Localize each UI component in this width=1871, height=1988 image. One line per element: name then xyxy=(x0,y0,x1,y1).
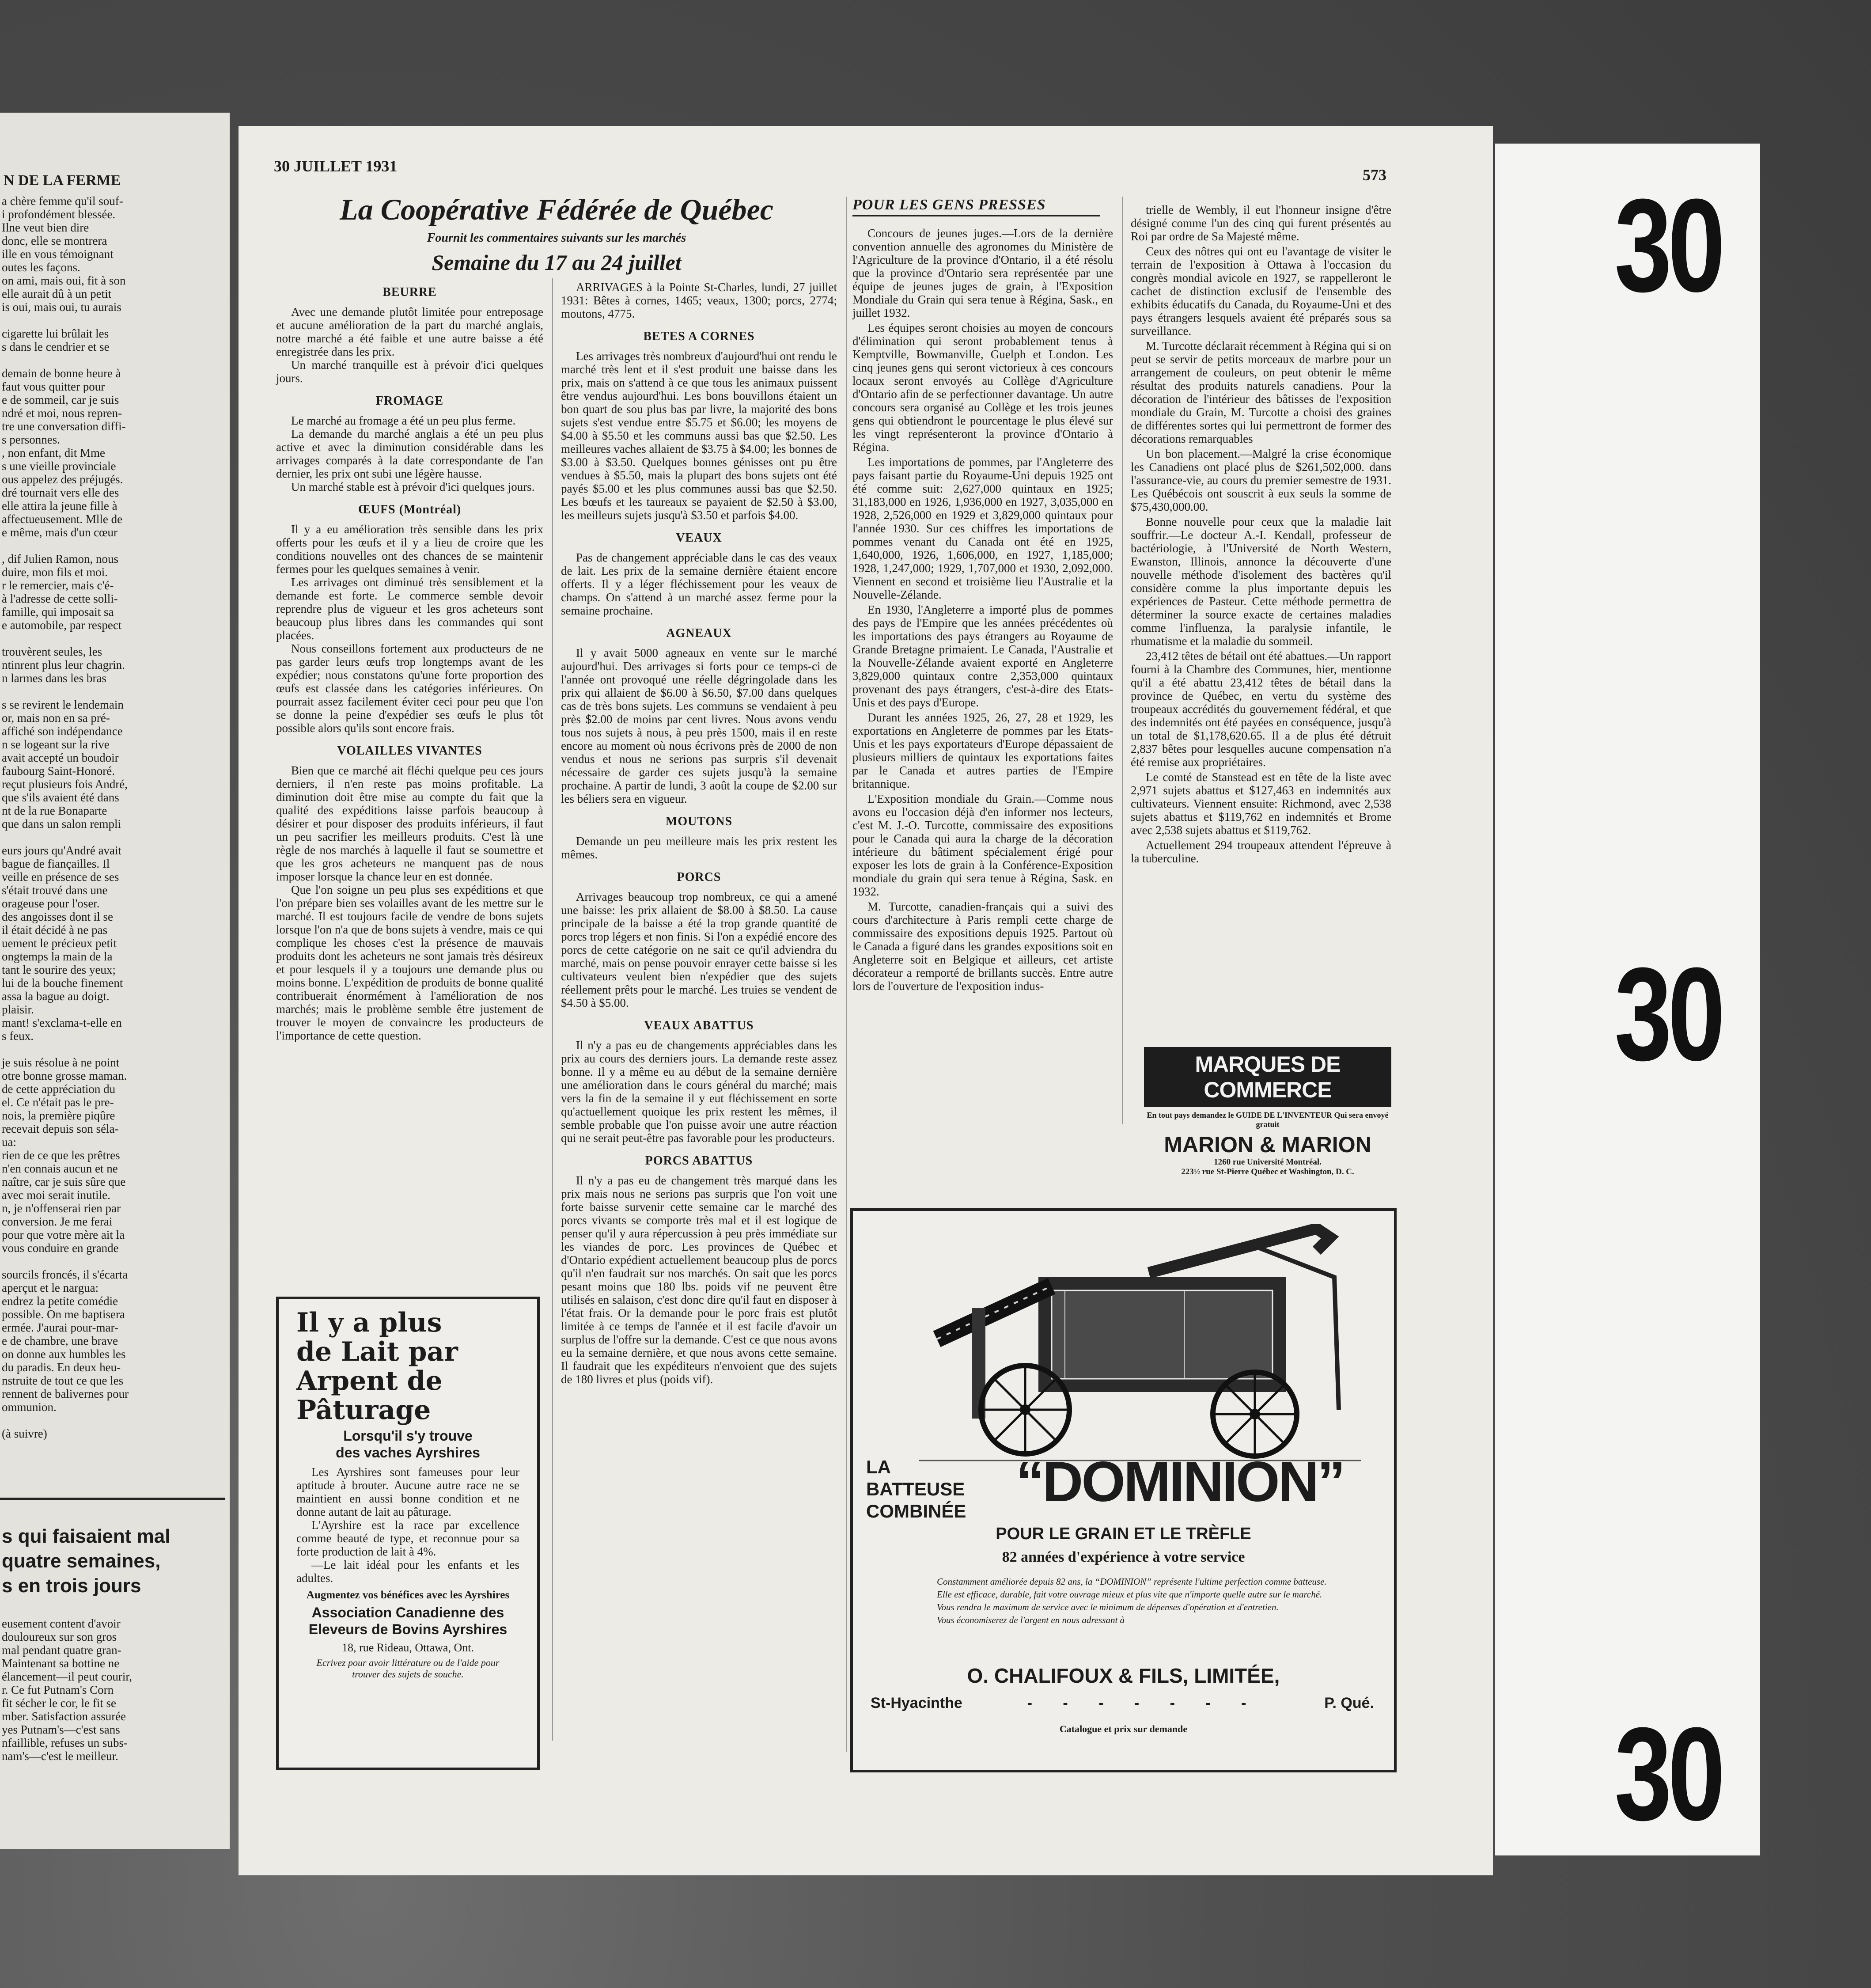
left-page-line: bague de fiançailles. Il xyxy=(2,857,110,870)
left-page-line: vous conduire en grande xyxy=(2,1241,119,1255)
marques-ad-title: MARQUES DE COMMERCE xyxy=(1144,1047,1391,1107)
ayrshire-body-line: Les Ayrshires sont fameuses pour leur aptitude à brouter. Aucune autre race ne se maintient en aussi bonne condition et ne donne autant de lait au pâturage. xyxy=(296,1465,519,1518)
dominion-ad-dashes: - - - - - - - xyxy=(1027,1695,1260,1711)
left-page-line xyxy=(2,1043,227,1056)
ayrshire-ad-cta: Augmentez vos bénéfices avec les Ayrshires xyxy=(306,1589,510,1601)
left-page-line: outes les façons. xyxy=(2,261,80,274)
ayrshire-body-line: L'Ayrshire est la race par excellence comme beauté de type, et reconnue pour sa forte production de lait à 4%. xyxy=(296,1518,519,1558)
news-column-title: POUR LES GENS PRESSES xyxy=(852,197,1100,216)
section-paragraph: Le marché au fromage a été un peu plus ferme. xyxy=(291,414,516,427)
left-page-text xyxy=(2,194,227,1440)
left-partial-page xyxy=(0,113,230,1849)
left-page-line: cigarette lui brûlait les xyxy=(2,327,109,340)
dominion-label-line: COMBINÉE xyxy=(866,1501,966,1521)
left-page-line: je suis résolue à ne point xyxy=(2,1056,120,1069)
left-page-line: s'était trouvé dans une xyxy=(2,884,108,897)
dominion-ad-city-line xyxy=(871,1695,1374,1712)
left-page-line: is oui, mais oui, tu aurais xyxy=(2,300,121,314)
news-column-2 xyxy=(1131,203,1391,867)
page-marker-middle: 30 xyxy=(1614,940,1721,1088)
section-paragraph: Un marché stable est à prévoir d'ici quelques jours. xyxy=(291,480,535,493)
left-page-line: lui de la bouche finement xyxy=(2,976,123,990)
dominion-label-line: BATTEUSE xyxy=(866,1479,965,1499)
left-page-ad-line: nam's—c'est le meilleur. xyxy=(2,1749,118,1763)
dominion-thresher-ad xyxy=(850,1208,1397,1772)
news-paragraph: M. Turcotte, canadien-français qui a suivi des cours d'architecture à Paris rempli cette charge de commissaire des expositions depuis 1925. Partout où le Canada a figuré dans les grandes expositions soit en Angleterre soit en Belgique et ailleurs, cet artiste décorateur a remporté de brillants succès. Entre autre lors de l'ouverture de l'exposition indus- xyxy=(852,900,1113,993)
left-page-line: otre bonne grosse maman. xyxy=(2,1069,127,1082)
left-page-line: s feux. xyxy=(2,1029,34,1043)
left-page-line xyxy=(2,1255,227,1268)
dominion-text-line: Constamment améliorée depuis 82 ans, la “DOMINION” représente l'ultime perfection comme batteuse. xyxy=(937,1576,1327,1587)
news-paragraph: En 1930, l'Angleterre a importé plus de pommes des pays de l'Empire que les années précédentes où les importations des pays étrangers au Royaume de Grande Bretagne primaient. Le Canada, l'Australie et la Nouvelle-Zélande avaient exporté en Angleterre 3,829,000 quintaux contre 2,353,000 quintaux provenant des pays étrangers, c'est-à-dire des Etats-Unis et des pays d'Europe. xyxy=(852,603,1113,709)
left-page-line: rien de ce que les prêtres xyxy=(2,1149,120,1162)
left-page-line xyxy=(2,539,227,552)
ayrshire-body-line: —Le lait idéal pour les enfants et les adultes. xyxy=(296,1558,519,1585)
left-page-line: faubourg Saint-Honoré. xyxy=(2,764,115,778)
section-paragraph: Il n'y a pas eu de changements appréciables dans les prix au cours des derniers jours. La demande reste assez bonne. Il y a même eu au début de la semaine dernière une amélioration dans le cours général du marché; mais vers la fin de la semaine il y eut fléchissement en sorte qu'actuellement quoique les prix restent les mêmes, il semble probable que l'on puisse avoir une autre réaction qui ne serait peut-être pas favorable pour les producteurs. xyxy=(561,1039,837,1145)
left-page-line: trouvèrent seules, les xyxy=(2,645,102,658)
left-page-ad-line: mber. Satisfaction assurée xyxy=(2,1710,126,1723)
left-page-ad-line: élancement—il peut courir, xyxy=(2,1670,133,1683)
news-paragraph: Les importations de pommes, par l'Angleterre des pays faisant partie du Royaume-Uni depuis 1925 ont été comme suit: 2,627,000 quintaux en 1925; 31,183,000 en 1926, 1,936,000 en 1927, 3,035,000 en 1928, 2,526,000 en 1929 et 3,829,000 quintaux pour l'année 1930. Sur ces chiffres les importations de pommes venant du Canada ont été en 1925, 1,640,000, 1926, 1,606,000, en 1927, 1,185,000; 1928, 1,247,000; 1929, 1,707,000 et 1930, 2,092,000. Viennent en second et troisième lieu l'Australie et la Nouvelle-Zélande. xyxy=(852,455,1113,601)
left-page-line: plaisir. xyxy=(2,1003,34,1016)
left-page-line: ermée. J'aurai pour-mar- xyxy=(2,1321,118,1334)
ayrshire-headline-line: Pâturage xyxy=(296,1395,431,1426)
left-page-line: uement le précieux petit xyxy=(2,937,117,950)
left-page-line: dré tournait vers elle des xyxy=(2,486,119,499)
left-page-line: n, je n'offenserai rien par xyxy=(2,1202,121,1215)
market-column-1 xyxy=(276,276,543,1042)
left-page-line: possible. On me baptisera xyxy=(2,1308,125,1321)
left-page-ad-title-line: s en trois jours xyxy=(2,1575,141,1597)
ayrshire-headline-line: Arpent de xyxy=(296,1366,443,1396)
dominion-text-line: Vous rendra le maximum de service avec le minimum de dépenses d'opération et d'entretien. xyxy=(937,1602,1279,1612)
section-heading: AGNEAUX xyxy=(666,626,732,640)
section-heading: BETES A CORNES xyxy=(643,330,755,343)
ayrshire-sub-line: des vaches Ayrshires xyxy=(336,1445,480,1461)
news-paragraph: Ceux des nôtres qui ont eu l'avantage de visiter le terrain de l'exposition à Ottawa à l'occasion du congrès mondial avicole en 1927, se rappelleront le cachet de distinction exclusif de l'ensemble des exhibits éducatifs du Canada, du Royaume-Uni et des pays étrangers lesquels avaient été préparés sous sa surveillance. xyxy=(1131,245,1391,338)
left-page-line: il était décidé à ne pas xyxy=(2,923,108,937)
left-page-line: e de chambre, une brave xyxy=(2,1334,118,1347)
dominion-text-line: Vous économiserez de l'argent en nous adressant à xyxy=(937,1615,1125,1625)
ayrshire-headline-line: Il y a plus xyxy=(296,1307,442,1338)
left-page-line: , dif Julien Ramon, nous xyxy=(2,552,118,565)
left-page-line: recevait depuis son séla- xyxy=(2,1122,119,1135)
ayrshire-ad-subheadline xyxy=(279,1427,537,1461)
page-marker-bottom: 30 xyxy=(1614,1700,1721,1848)
left-page-ad-line: eusement content d'avoir xyxy=(2,1617,121,1630)
ayrshire-ad-footer: Ecrivez pour avoir littérature ou de l'aide pour trouver des sujets de souche. xyxy=(316,1657,500,1680)
marques-ad-address-2: 223½ rue St-Pierre Québec et Washington, D. C. xyxy=(1181,1167,1354,1176)
dominion-ad-label xyxy=(866,1456,966,1522)
market-title: La Coopérative Fédérée de Québec xyxy=(340,193,773,226)
left-page-line: endrez la petite comédie xyxy=(2,1294,118,1308)
page-number: 573 xyxy=(1363,166,1386,184)
left-page-ad-title-line: s qui faisaient mal xyxy=(2,1525,170,1547)
left-page-line: Ilne veut bien dire xyxy=(2,221,89,234)
left-page-line: , non enfant, dit Mme xyxy=(2,446,105,459)
section-paragraph: La demande du marché anglais a été un peu plus active et avec la diminution considérable dans les arrivages comparés à la date correspondante de l'an dernier, les prix ont subi une légère hausse. xyxy=(276,427,543,480)
left-page-line: ua: xyxy=(2,1135,16,1149)
dominion-ad-company: O. CHALIFOUX & FILS, LIMITÉE, xyxy=(967,1664,1280,1687)
left-page-ad-line: yes Putnam's—c'est sans xyxy=(2,1723,120,1736)
left-page-line: tant le sourire des yeux; xyxy=(2,963,116,976)
left-page-line: que s'ils avaient été dans xyxy=(2,791,119,804)
dominion-ad-brand: “DOMINION” xyxy=(1015,1450,1344,1514)
news-paragraph: Un bon placement.—Malgré la crise économique les Canadiens ont placé plus de $261,502,000. dans l'assurance-vie, au cours du premier semestre de 1931. Les Québécois ont souscrit à eux seuls la somme de $75,430,000.00. xyxy=(1131,447,1391,513)
section-paragraph: Pas de changement appréciable dans le cas des veaux de lait. Les prix de la semaine dernière étaient encore offerts. Il y a léger fléchissement pour les veaux de champs. On s'attend à un marché assez ferme pour la semaine prochaine. xyxy=(561,551,837,617)
ayrshire-org-line: Eleveurs de Bovins Ayrshires xyxy=(308,1621,508,1637)
left-page-ad-text xyxy=(2,1617,227,1763)
left-page-line: e automobile, par respect xyxy=(2,618,122,632)
left-page-ad-line: mal pendant quatre gran- xyxy=(2,1643,121,1657)
market-column-2 xyxy=(561,281,837,1386)
news-paragraph: L'Exposition mondiale du Grain.—Comme nous avons eu l'occasion déjà d'en informer nos lecteurs, c'est M. J.-O. Turcotte, commissaire des expositions pour le Canada qui aura la charge de la décoration intérieure du bâtiment spécialement érigé pour exposer les lots de grain à la Conférence-Exposition mondiale du grain qui sera tenue à Régina, Sask. en 1932. xyxy=(852,792,1113,898)
left-page-ad-title xyxy=(2,1524,227,1598)
ayrshire-ad xyxy=(276,1297,540,1770)
section-paragraph: Un marché tranquille est à prévoir d'ici quelques jours. xyxy=(276,358,543,385)
left-page-line: on ami, mais oui, fit à son xyxy=(2,274,126,287)
left-page-line xyxy=(2,353,227,367)
section-paragraph: Il y a eu amélioration très sensible dans les prix offerts pour les œufs et il y a lieu de croire que les conditions nouvelles ont des chances de se maintenir fermes pour les quelques semaines à venir. xyxy=(276,523,543,576)
main-page xyxy=(239,126,1493,1875)
left-page-ad-title-line: quatre semaines, xyxy=(2,1550,161,1572)
news-column-1 xyxy=(852,227,1113,994)
left-page-line: conversion. Je me ferai xyxy=(2,1215,113,1228)
marques-ad-address-1: 1260 rue Université Montréal. xyxy=(1214,1157,1322,1167)
left-page-line: nstruite de tout ce que les xyxy=(2,1374,124,1387)
thresher-illustration xyxy=(919,1224,1361,1463)
left-page-line xyxy=(2,685,227,698)
news-paragraph: Les équipes seront choisies au moyen de concours d'élimination qui seront probablement tenus à Kemptville, Bowmanville, Guelph et London. Les cinq jeunes gens qui seront victorieux à ces concours locaux seront envoyés au Collège d'Agriculture d'Ontario afin de se perfectionner davantage. Un autre concours sera organisé au Collège et les trois jeunes gens qui obtiendront le pourcentage le plus élevé sur les vingt représenteront la province d'Ontario à Régina. xyxy=(852,321,1113,454)
left-page-line: orageuse pour l'oser. xyxy=(2,897,100,910)
marques-ad-firm: MARION & MARION xyxy=(1164,1132,1371,1157)
left-page-line xyxy=(2,1414,227,1427)
section-heading: VOLAILLES VIVANTES xyxy=(337,744,482,758)
ayrshire-sub-line: Lorsqu'il s'y trouve xyxy=(343,1428,473,1444)
section-heading: FROMAGE xyxy=(375,394,444,408)
left-page-line: ntinrent plus leur chagrin. xyxy=(2,658,125,672)
left-page-line xyxy=(2,632,227,645)
left-page-line: eurs jours qu'André avait xyxy=(2,844,122,857)
dominion-ad-city: St-Hyacinthe xyxy=(871,1695,962,1711)
left-page-line: veille en présence de ses xyxy=(2,870,119,884)
left-page-line: reçut plusieurs fois André, xyxy=(2,778,128,791)
ayrshire-ad-body xyxy=(296,1465,519,1585)
left-page-header: N DE LA FERME xyxy=(4,172,121,189)
left-page-line: e de sommeil, car je suis xyxy=(2,393,119,406)
left-page-line: a chère femme qu'il souf- xyxy=(2,194,123,208)
ayrshire-ad-headline xyxy=(296,1308,537,1425)
left-page-line: ille en vous témoignant xyxy=(2,247,114,261)
news-paragraph: 23,412 têtes de bétail ont été abattues.—Un rapport fourni à la Chambre des Communes, hier, mentionne qu'il a été abattu 23,412 têtes de bétail dans la province de Québec, en vertu du système des troupeaux accrédités du gouvernement fédéral, et que des indemnités ont été payées en conséquence, jusqu'à un total de $1,178,620.65. Il a de plus été détruit 2,837 bêtes pour lesquelles aucune compensation n'a été remise aux propriétaires. xyxy=(1131,649,1391,769)
left-page-line: elle attira la jeune fille à xyxy=(2,499,117,512)
section-heading: ŒUFS (Montréal) xyxy=(358,503,462,516)
news-paragraph: Concours de jeunes juges.—Lors de la dernière convention annuelle des agronomes du Ministère de l'Agriculture de la province d'Ontario, il a été résolu que la province d'Ontario sera représentée par une équipe de jeunes juges de grain, à l'Exposition Mondiale du Grain qui sera tenue à Régina, Sask., en juillet 1932. xyxy=(852,227,1113,319)
column-divider-1 xyxy=(552,278,553,1741)
section-heading: PORCS ABATTUS xyxy=(645,1154,753,1168)
left-page-ad-line: r. Ce fut Putnam's Corn xyxy=(2,1683,114,1696)
marques-commerce-ad xyxy=(1144,1047,1391,1177)
left-page-line: sourcils froncés, il s'écarta xyxy=(2,1268,128,1281)
left-page-ad-line: fit sécher le cor, le fit se xyxy=(2,1696,117,1710)
left-page-line: ommunion. xyxy=(2,1400,57,1414)
left-page-line xyxy=(2,831,227,844)
section-paragraph: Les arrivages très nombreux d'aujourd'hui ont rendu le marché très lent et il s'est produit une baisse dans les prix, mais on s'attend à ce que tous les animaux puissent être vendus aujourd'hui. Les bons bouvillons étaient un bon quart de sou plus bas par livre, la majorité des bons sujets s'est vendue entre $5.75 et $6.00; les moyens de $4.00 à $5.50 et les communs aussi bas que $2.50. Les meilleures vaches allaient de $3.75 à $4.00; les bonnes de $3.00 à $3.50. Quelques bonnes génisses ont pu être vendues à $5.50, mais la plupart des bons sujets ont été payés $5.00 et les plus communes aussi bas que $2.50. Les bœufs et les taureaux se payaient de $2.50 à $3.00, les meilleurs sujets jusqu'à $3.50 et parfois $4.00. xyxy=(561,349,837,522)
left-page-line: s se revirent le lendemain xyxy=(2,698,124,711)
left-page-line: de cette appréciation du xyxy=(2,1082,116,1096)
left-page-ad-line: Maintenant sa bottine ne xyxy=(2,1657,120,1670)
left-page-line: on donne aux humbles les xyxy=(2,1347,126,1361)
left-page-line: or, mais non en sa pré- xyxy=(2,711,110,725)
dominion-ad-experience: 82 années d'expérience à votre service xyxy=(1002,1549,1245,1565)
left-page-line: avec moi serait inutile. xyxy=(2,1188,110,1202)
ayrshire-headline-line: de Lait par xyxy=(296,1336,458,1367)
dominion-ad-catalog: Catalogue et prix sur demande xyxy=(1059,1723,1188,1734)
section-heading: VEAUX xyxy=(676,531,722,545)
page-date: 30 JUILLET 1931 xyxy=(274,157,398,175)
left-page-line: i profondément blessée. xyxy=(2,208,116,221)
left-page-line: (à suivre) xyxy=(2,1427,47,1440)
section-heading: PORCS xyxy=(677,870,721,884)
left-page-line: aperçut et le nargua: xyxy=(2,1281,99,1294)
left-page-line: à l'adresse de cette solli- xyxy=(2,592,118,605)
left-page-line: s dans le cendrier et se xyxy=(2,340,110,353)
left-page-line: rennent de balivernes pour xyxy=(2,1387,129,1400)
section-paragraph: Bien que ce marché ait fléchi quelque peu ces jours derniers, il n'en reste pas moins profitable. La diminution doit être mise au compte du fait que la qualité des expéditions laisse parfois beaucoup à désirer et pour disposer des produits inférieurs, il faut un peu sacrifier les meilleurs produits. C'est là une règle de nos marchés à laquelle il faut se soumettre et que les gros acheteurs ne manquent pas de nous imposer lorsque la chance leur en est donnée. xyxy=(276,764,543,883)
section-paragraph: Avec une demande plutôt limitée pour entreposage et aucune amélioration de la part du marché anglais, notre marché a été faible et une autre baisse a été enregistrée dans les prix. xyxy=(276,305,543,358)
left-page-line: tre une conversation diffi- xyxy=(2,420,126,433)
section-paragraph: Arrivages beaucoup trop nombreux, ce qui a amené une baisse: les prix allaient de $8.00 à $8.50. La cause principale de la baisse a été la trop grande quantité de porcs trop légers et non finis. Si l'on a expédié encore des porcs de cette catégorie on ne sait ce qu'il adviendra du marché, mais on pense pouvoir enrayer cette baisse si les cultivateurs veulent bien n'expédier que des sujets réellement prêts pour le marché. Les truies se vendent de $4.50 à $5.00. xyxy=(561,890,837,1009)
left-page-rule xyxy=(0,1498,225,1500)
left-page-line: mant! s'exclama-t-elle en xyxy=(2,1016,122,1029)
section-paragraph: Demande un peu meilleure mais les prix restent les mêmes. xyxy=(561,835,837,861)
news-paragraph: trielle de Wembly, il eut l'honneur insigne d'être désigné comme l'un des cinq qui furent présentés au Roi par ordre de Sa Majesté même. xyxy=(1131,203,1391,243)
left-page-line: pour que votre mère ait la xyxy=(2,1228,125,1241)
left-page-line: naître, car je suis sûre que xyxy=(2,1175,126,1188)
left-page-line: affiché son indépendance xyxy=(2,725,123,738)
section-paragraph: Les arrivages ont diminué très sensiblement et la demande est forte. Le commerce semble devoir reprendre plus de vigueur et les gros acheteurs sont beaucoup plus libres dans les commandes qui sont placées. xyxy=(276,576,543,642)
left-page-line: s personnes. xyxy=(2,433,60,446)
left-page-line: n larmes dans les bras xyxy=(2,672,106,685)
dominion-ad-tagline: POUR LE GRAIN ET LE TRÈFLE xyxy=(996,1525,1251,1543)
left-page-line: avait accepté un boudoir xyxy=(2,751,119,764)
column-divider-2 xyxy=(846,197,847,1752)
left-page-line: du paradis. En deux heu- xyxy=(2,1361,121,1374)
left-page-line: n se logeant sur la rive xyxy=(2,738,110,751)
left-page-line: n'en connais aucun et ne xyxy=(2,1162,118,1175)
market-subtitle: Fournit les commentaires suivants sur les marchés xyxy=(427,231,686,245)
left-page-line: que dans un salon rempli xyxy=(2,817,121,831)
left-page-line: ous appelez des préjugés. xyxy=(2,473,123,486)
news-paragraph: Actuellement 294 troupeaux attendent l'épreuve à la tuberculine. xyxy=(1131,838,1391,865)
ayrshire-ad-association xyxy=(279,1604,537,1638)
left-page-line: e même, mais d'un cœur xyxy=(2,526,118,539)
dominion-label-line: LA xyxy=(866,1457,891,1477)
section-heading: MOUTONS xyxy=(665,815,733,828)
column-divider-3 xyxy=(1122,197,1123,1124)
news-paragraph: M. Turcotte déclarait récemment à Régina qui si on peut se servir de petits morceaux de marbre pour un arrangement de couleurs, on peut obtenir le même résultat des produits naturels canadiens. Pour la décoration de l'intérieur des bâtisses de l'exposition mondiale du Grain, M. Turcotte a choisi des graines de différentes sortes qui lui permettront de former des décorations remarquables xyxy=(1131,339,1391,445)
section-paragraph: Nous conseillons fortement aux producteurs de ne pas garder leurs œufs trop longtemps avant de les expédier; nous constatons qu'une forte proportion des œufs est classée dans les catégories inférieures. On pourrait assez facilement éviter ceci pour peu que l'on se donne la peine d'expédier ses œufs le plus tôt possible alors qu'ils sont encore frais. xyxy=(276,642,543,735)
left-page-line: affectueusement. Mlle de xyxy=(2,512,123,526)
section-heading: BEURRE xyxy=(383,285,437,299)
right-page-strip xyxy=(1495,144,1760,1855)
section-paragraph: ARRIVAGES à la Pointe St-Charles, lundi, 27 juillet 1931: Bêtes à cornes, 1465; veaux, 1300; porcs, 2774; moutons, 4775. xyxy=(561,281,837,320)
news-paragraph: Durant les années 1925, 26, 27, 28 et 1929, les exportations en Angleterre de pommes par les Etats-Unis et les pays exportateurs d'Europe dépassaient de plusieurs milliers de quintaux les exportations faites par le Canada et autres parties de l'Empire britannique. xyxy=(852,711,1113,790)
news-paragraph: Le comté de Stanstead est en tête de la liste avec 2,971 sujets abattus et $127,463 en indemnités aux cultivateurs. Viennent ensuite: Richmond, avec 2,538 sujets abattus et $119,762 en indemnités et Brome avec 2,538 sujets abattus et $119,762. xyxy=(1131,770,1391,837)
dominion-text-line: Elle est efficace, durable, fait votre ouvrage mieux et plus vite que n'importe quelle autre sur le marché. xyxy=(937,1589,1322,1600)
ayrshire-ad-address: 18, rue Rideau, Ottawa, Ont. xyxy=(342,1641,474,1654)
news-paragraph: Bonne nouvelle pour ceux que la maladie lait souffrir.—Le docteur A.-I. Kendall, professeur de bactériologie, à l'Université de North Western, Ewanston, Illinois, annonce la découverte d'une nouvelle méthode d'isolement des bactères qu'il considère comme la plus importante depuis les expériences de Pasteur. Cette méthode permettra de déterminer la source exacte de certaines maladies comme l'influenza, la paralysie infantile, le rhumatisme et la maladie du sommeil. xyxy=(1131,515,1391,648)
left-page-line: famille, qui imposait sa xyxy=(2,605,114,618)
left-page-line: duire, mon fils et moi. xyxy=(2,565,108,579)
section-paragraph: Il n'y a pas eu de changement très marqué dans les prix mais nous ne serions pas surpris que l'on voit une forte baisse survenir cette semaine car le marché des porcs vivants se comporte très mal et il est logique de penser qu'il y aura répercussion à peu près immédiate sur les viandes de porc. Les provinces de Québec et d'Ontario expédient actuellement beaucoup plus de porcs qu'il n'en faudrait sur nos marchés. On sait que les porcs pesant moins que 180 lbs. poids vif ne peuvent être utilisés en salaison, c'est donc dire qu'il faut en disposer à l'état frais. Or la demande pour le porc frais est plutôt limitée à ce temps de l'année et il est facile d'avoir un surplus de l'offre sur la demande. C'est ce que nous avons eu la semaine dernière, et que nous avons cette semaine. Il faudrait que les expéditeurs n'envoient que des sujets de 180 livres et plus (poids vif). xyxy=(561,1174,837,1386)
left-page-line: elle aurait dû à un petit xyxy=(2,287,112,300)
left-page-line: donc, elle se montrera xyxy=(2,234,107,247)
section-paragraph: Il y avait 5000 agneaux en vente sur le marché aujourd'hui. Des arrivages si forts pour ce temps-ci de l'année ont provoqué une réelle dégringolade dans les prix qui allaient de $6.00 à $6.50, $7.00 dans quelques cas de très bons sujets. Les communs se vendaient à peu près $2.00 de moins par cent livres. Nous avons vendu tous nos sujets à nous, à peu près 1500, mais il en reste encore au moment où nous écrivons près de 2000 de non vendus et nous ne serions pas surpris s'il devenait nécessaire de garder ces sujets jusqu'à la semaine prochaine. A partir de lundi, 3 août la coupe de $2.00 sur les béliers sera en vigueur. xyxy=(561,646,837,805)
section-heading: VEAUX ABATTUS xyxy=(644,1019,754,1032)
left-page-ad-line: nfaillible, refuses un subs- xyxy=(2,1736,128,1749)
dominion-ad-province: P. Qué. xyxy=(1324,1695,1374,1711)
left-page-line: assa la bague au doigt. xyxy=(2,990,110,1003)
ayrshire-org-line: Association Canadienne des xyxy=(311,1605,504,1620)
left-page-line: r le remercier, mais c'é- xyxy=(2,579,114,592)
left-page-line: s une vieille provinciale xyxy=(2,459,116,473)
left-page-line: nois, la première piqûre xyxy=(2,1109,115,1122)
marques-ad-line: En tout pays demandez le GUIDE DE L'INVENTEUR Qui sera envoyé gratuit xyxy=(1147,1111,1389,1129)
dominion-ad-text xyxy=(910,1575,1343,1627)
left-page-line: el. Ce n'était pas le pre- xyxy=(2,1096,114,1109)
left-page-line: ndré et moi, nous repren- xyxy=(2,406,122,420)
section-paragraph: Que l'on soigne un peu plus ses expéditions et que l'on prépare bien ses volailles avant de les mettre sur le marché. Il est toujours facile de vendre de bons sujets lorsque l'on n'a que de bons sujets à vendre, mais ce qui complique les choses c'est la présence de mauvais produits dont les acheteurs ne sont jamais très désireux et pour lesquels il y a toujours une demande plus ou moins bonne. L'expédition de produits de bonne qualité contribuerait énormément à l'amélioration de nos marchés; mais le problème semble être justement de trouver le moyen de convaincre les producteurs de l'importance de cette question. xyxy=(276,883,543,1042)
market-week: Semaine du 17 au 24 juillet xyxy=(432,250,682,275)
left-page-line: demain de bonne heure à xyxy=(2,367,121,380)
left-page-line xyxy=(2,314,227,327)
page-marker-top: 30 xyxy=(1614,171,1721,319)
left-page-line: faut vous quitter pour xyxy=(2,380,105,393)
left-page-ad-line: douloureux sur son gros xyxy=(2,1630,117,1643)
left-page-line: nt de la rue Bonaparte xyxy=(2,804,107,817)
left-page-line: ongtemps la main de la xyxy=(2,950,113,963)
left-page-line: des angoisses dont il se xyxy=(2,910,113,923)
